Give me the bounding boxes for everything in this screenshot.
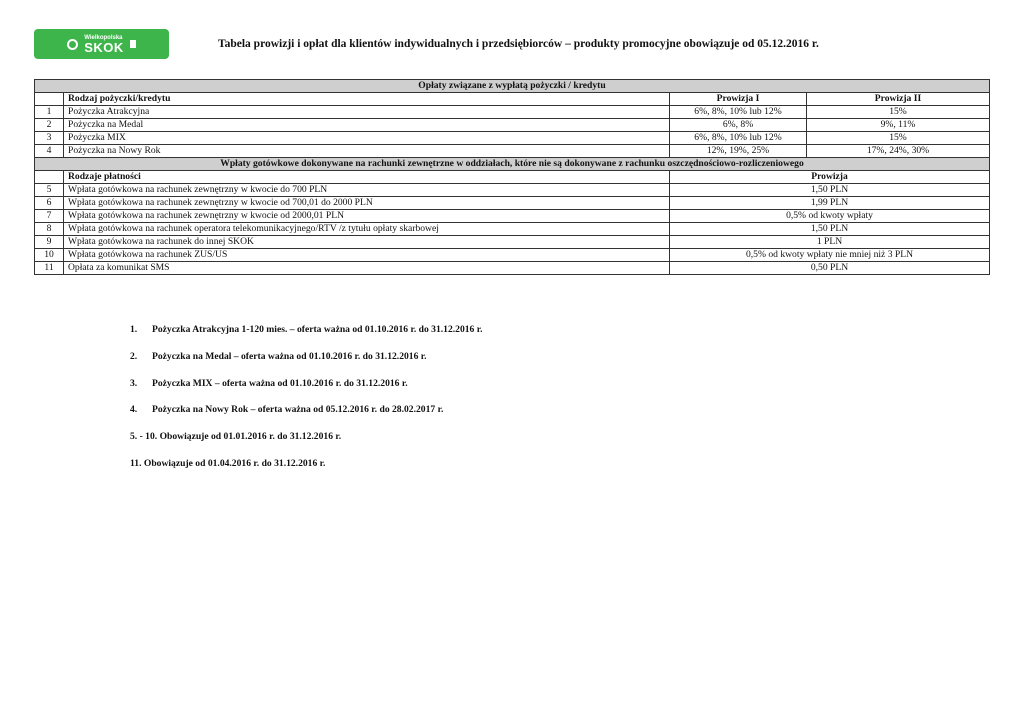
row-label: Wpłata gotówkowa na rachunek operatora telekomunikacyjnego/RTV /z tytułu opłaty skarbowej (64, 223, 670, 236)
footnote-number: 3. (130, 377, 138, 389)
table-row (35, 184, 990, 197)
table-row (35, 197, 990, 210)
header-row (35, 93, 990, 106)
row-fee: 0,50 PLN (670, 262, 990, 275)
row-label: Opłata za komunikat SMS (64, 262, 670, 275)
row-label: Wpłata gotówkowa na rachunek do innej SKOK (64, 236, 670, 249)
row-number: 9 (35, 236, 64, 249)
footnote-text: Pożyczka na Medal – oferta ważna od 01.10.2016 r. do 31.12.2016 r. (152, 350, 427, 362)
row-label: Pożyczka na Nowy Rok (64, 145, 670, 158)
footnote-text: 5. - 10. Obowiązuje od 01.01.2016 r. do 31.12.2016 r. (130, 431, 342, 443)
row-commission-2: 15% (807, 132, 990, 145)
row-label: Pożyczka na Medal (64, 119, 670, 132)
logo-circle-icon (67, 39, 78, 50)
row-commission-2: 15% (807, 106, 990, 119)
row-number: 3 (35, 132, 64, 145)
row-number: 5 (35, 184, 64, 197)
footnote-text: Pożyczka MIX – oferta ważna od 01.10.2016 r. do 31.12.2016 r. (152, 377, 408, 389)
row-label: Wpłata gotówkowa na rachunek ZUS/US (64, 249, 670, 262)
footnote (130, 323, 483, 337)
header-loan-type: Rodzaj pożyczki/kredytu (64, 93, 670, 106)
row-commission-2: 9%, 11% (807, 119, 990, 132)
table-row (35, 236, 990, 249)
row-fee: 1 PLN (670, 236, 990, 249)
footnote (130, 350, 483, 364)
row-number: 4 (35, 145, 64, 158)
row-fee: 1,99 PLN (670, 197, 990, 210)
table-row (35, 145, 990, 158)
row-number: 11 (35, 262, 64, 275)
row-number: 6 (35, 197, 64, 210)
logo-big-text: SKOK (84, 39, 124, 55)
row-fee: 1,50 PLN (670, 184, 990, 197)
header-commission: Prowizja (670, 171, 990, 184)
row-number: 2 (35, 119, 64, 132)
footnote-number: 2. (130, 350, 138, 362)
footnote-number: 1. (130, 324, 138, 335)
row-label: Pożyczka Atrakcyjna (64, 106, 670, 119)
footnote-text: Pożyczka na Nowy Rok – oferta ważna od 05.12.2016 r. do 28.02.2017 r. (152, 404, 444, 416)
header-commission-2: Prowizja II (807, 93, 990, 106)
table-row (35, 210, 990, 223)
footnote (130, 377, 483, 391)
row-number: 10 (35, 249, 64, 262)
row-number: 7 (35, 210, 64, 223)
header-payment-type: Rodzaje płatności (64, 171, 670, 184)
header-number-cell (35, 93, 64, 106)
document-title: Tabela prowizji i opłat dla klientów indywidualnych i przedsiębiorców – produkty promocyjne obowiązuje od 05.12.2016 r. (218, 38, 819, 50)
section-heading-row (35, 80, 990, 93)
row-label: Pożyczka MIX (64, 132, 670, 145)
footnote-text: 11. Obowiązuje od 01.04.2016 r. do 31.12.2016 r. (130, 457, 326, 469)
table-row (35, 249, 990, 262)
footnote (130, 457, 483, 471)
row-commission-1: 6%, 8%, 10% lub 12% (670, 132, 807, 145)
table-row (35, 132, 990, 145)
footnote (130, 403, 483, 417)
section-heading-row (35, 158, 990, 171)
header-row (35, 171, 990, 184)
logo-small-text: Wielkopolska (84, 34, 123, 41)
skok-logo (34, 29, 169, 59)
section2-heading: Wpłaty gotówkowe dokonywane na rachunki zewnętrzne w oddziałach, które nie są dokonywane z rachunku oszczędnościowo-rozliczeniowego (35, 158, 990, 171)
row-commission-2: 17%, 24%, 30% (807, 145, 990, 158)
table-row (35, 262, 990, 275)
footnote (130, 430, 483, 444)
row-number: 8 (35, 223, 64, 236)
header-number-cell (35, 171, 64, 184)
row-fee: 1,50 PLN (670, 223, 990, 236)
row-label: Wpłata gotówkowa na rachunek zewnętrzny w kwocie od 2000,01 PLN (64, 210, 670, 223)
footnote-text: Pożyczka Atrakcyjna 1-120 mies. – oferta ważna od 01.10.2016 r. do 31.12.2016 r. (152, 324, 483, 335)
row-commission-1: 12%, 19%, 25% (670, 145, 807, 158)
table-row (35, 106, 990, 119)
row-fee: 0,5% od kwoty wpłaty nie mniej niż 3 PLN (670, 249, 990, 262)
fees-table (34, 79, 990, 275)
table-row (35, 119, 990, 132)
row-label: Wpłata gotówkowa na rachunek zewnętrzny w kwocie od 700,01 do 2000 PLN (64, 197, 670, 210)
footnotes (130, 323, 483, 484)
logo-flag-icon (130, 40, 136, 48)
logo-text (84, 35, 124, 54)
header-commission-1: Prowizja I (670, 93, 807, 106)
row-fee: 0,5% od kwoty wpłaty (670, 210, 990, 223)
section1-heading: Opłaty związane z wypłatą pożyczki / kredytu (35, 80, 990, 93)
row-commission-1: 6%, 8%, 10% lub 12% (670, 106, 807, 119)
row-label: Wpłata gotówkowa na rachunek zewnętrzny w kwocie do 700 PLN (64, 184, 670, 197)
footnote-number: 4. (130, 404, 138, 416)
row-commission-1: 6%, 8% (670, 119, 807, 132)
row-number: 1 (35, 106, 64, 119)
table-row (35, 223, 990, 236)
